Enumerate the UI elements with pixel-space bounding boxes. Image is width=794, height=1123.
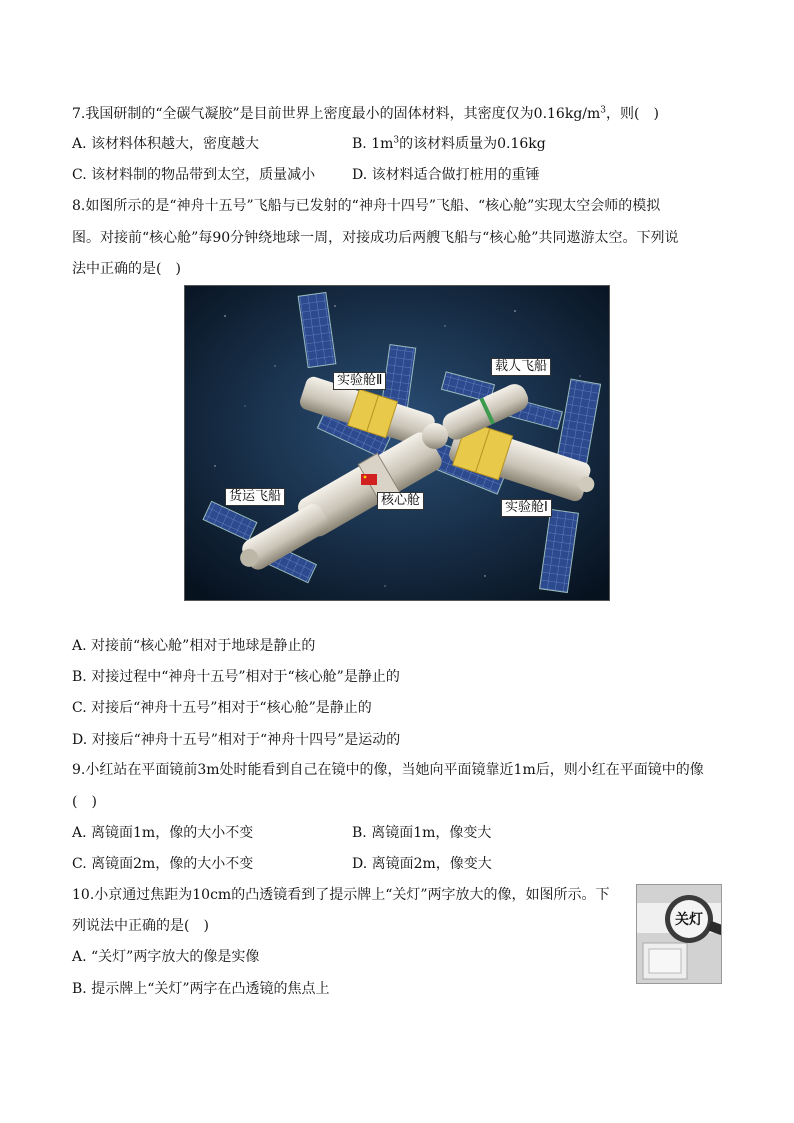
q10-option-b: B. 提示牌上“关灯”两字在凸透镜的焦点上 <box>72 981 330 997</box>
q8-stem-line1: 8.如图所示的是“神舟十五号”飞船与已发射的“神舟十四号”飞船、“核心舱”实现太空会师的模拟 <box>72 198 661 214</box>
q7-option-b-text: B. 1m <box>352 136 394 152</box>
q7-option-d: D. 该材料适合做打桩用的重锤 <box>352 167 540 183</box>
q7-stem-text: 7.我国研制的“全碳气凝胶”是目前世界上密度最小的固体材料，其密度仅为0.16kg/m <box>72 106 601 122</box>
q9-option-d: D. 离镜面2m，像变大 <box>352 856 492 872</box>
q10-stem-line1: 10.小京通过焦距为10cm的凸透镜看到了提示牌上“关灯”两字放大的像，如图所示。下 <box>72 887 610 903</box>
q8-stem-line3: 法中正确的是( ) <box>72 261 181 277</box>
q9-option-c: C. 离镜面2m，像的大小不变 <box>72 856 254 872</box>
label-core-module: 核心舱 <box>377 492 424 510</box>
q8-option-a: A. 对接前“核心舱”相对于地球是静止的 <box>72 638 316 654</box>
q10-stem-line2: 列说法中正确的是( ) <box>72 918 209 934</box>
q8-option-b: B. 对接过程中“神舟十五号”相对于“核心舱”是静止的 <box>72 669 400 685</box>
label-cargo-spacecraft: 货运飞船 <box>225 488 285 506</box>
q10-option-a: A. “关灯”两字放大的像是实像 <box>72 949 260 965</box>
q9-stem-line2: ( ) <box>72 794 97 810</box>
space-station-illustration <box>185 286 609 600</box>
q7-option-a: A. 该材料体积越大，密度越大 <box>72 136 260 152</box>
q7-option-c: C. 该材料制的物品带到太空，质量减小 <box>72 167 316 183</box>
label-experiment-module-1: 实验舱Ⅰ <box>501 499 552 517</box>
q8-stem-line2: 图。对接前“核心舱”每90分钟绕地球一周，对接成功后两艘飞船与“核心舱”共同遨游太空。下列说 <box>72 230 679 246</box>
photo-sign-text: 关灯 <box>675 912 703 928</box>
q9-option-b: B. 离镜面1m，像变大 <box>352 825 492 841</box>
q7-option-b <box>352 134 546 154</box>
label-crewed-spacecraft: 载人飞船 <box>491 358 551 376</box>
magnifier-photo-illustration <box>637 885 721 983</box>
q7-stem-tail: ，则( ) <box>606 106 659 122</box>
label-experiment-module-2: 实验舱Ⅱ <box>333 372 386 390</box>
q7-option-b-tail: 的该材料质量为0.16kg <box>399 136 546 152</box>
q7-option-b-superscript: 3 <box>393 135 400 146</box>
q9-stem-line1: 9.小红站在平面镜前3m处时能看到自己在镜中的像，当她向平面镜靠近1m后，则小红在平面镜中的像 <box>72 762 704 778</box>
q7-stem <box>72 104 659 124</box>
q9-option-a: A. 离镜面1m，像的大小不变 <box>72 825 254 841</box>
q8-option-c: C. 对接后“神舟十五号”相对于“核心舱”是静止的 <box>72 700 372 716</box>
space-station-figure <box>184 285 610 601</box>
q8-option-d: D. 对接后“神舟十五号”相对于“神舟十四号”是运动的 <box>72 732 401 748</box>
magnifier-sign-photo <box>636 884 722 984</box>
q7-stem-superscript: 3 <box>600 105 607 116</box>
